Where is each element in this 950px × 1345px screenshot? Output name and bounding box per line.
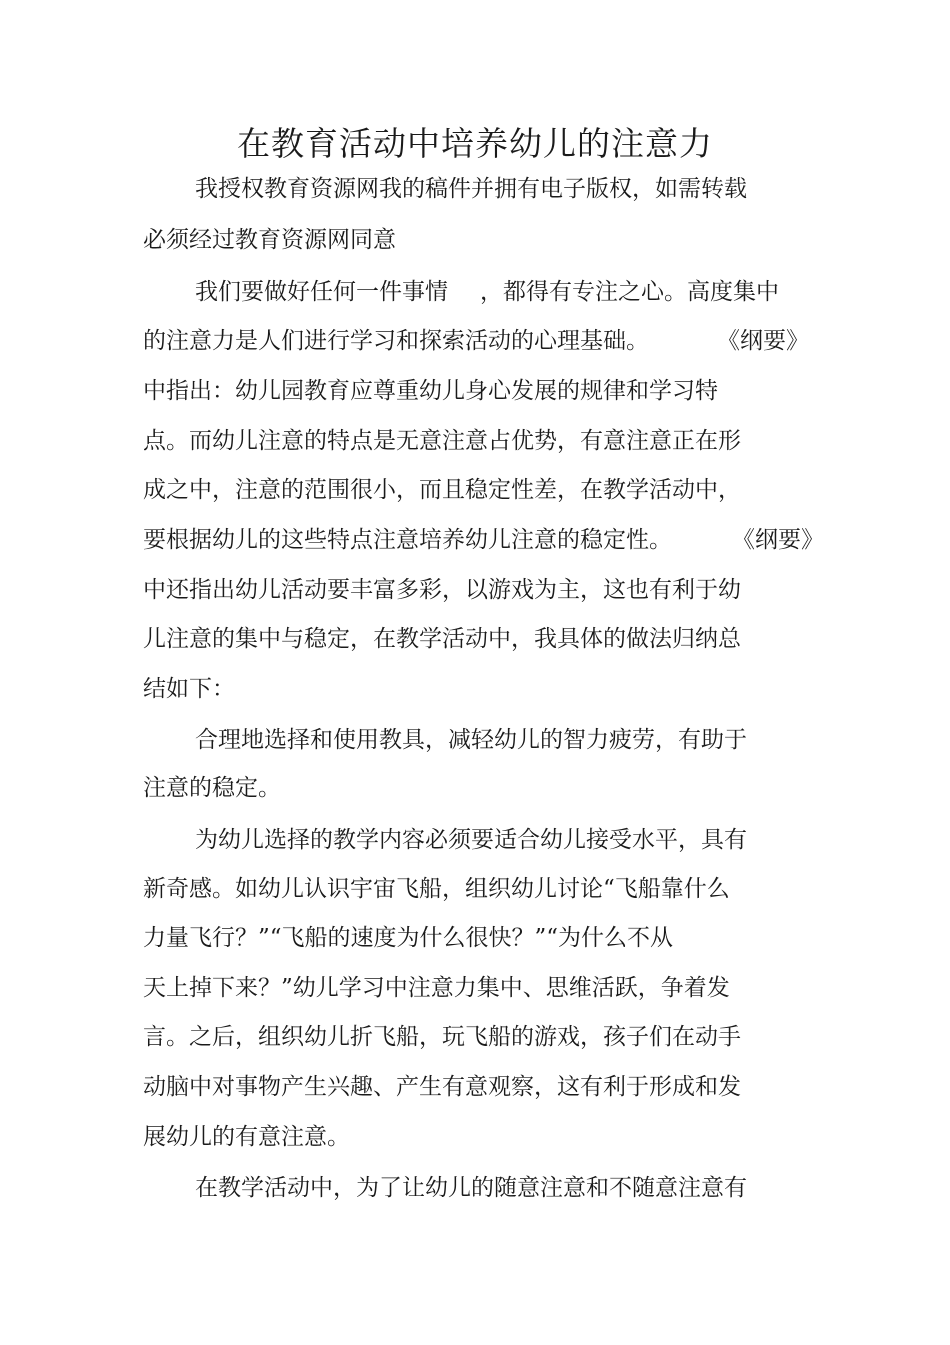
text-segment: ，都得有专注之心。高度集中 bbox=[480, 279, 779, 305]
paragraph-line bbox=[143, 523, 824, 557]
paragraph-line: 新奇感。如幼儿认识宇宙飞船，组织幼儿讨论“飞船靠什么 bbox=[143, 876, 730, 902]
paragraph-line: 天上掉下来？”幼儿学习中注意力集中、思维活跃，争着发 bbox=[143, 975, 730, 1001]
paragraph-line: 中还指出幼儿活动要丰富多彩，以游戏为主，这也有利于幼 bbox=[143, 577, 741, 603]
paragraph-line: 结如下： bbox=[143, 676, 235, 702]
paragraph-line: 注意的稳定。 bbox=[143, 775, 281, 801]
paragraph-line: 在教学活动中，为了让幼儿的随意注意和不随意注意有 bbox=[195, 1175, 747, 1201]
paragraph-line bbox=[195, 275, 779, 309]
paragraph-line: 展幼儿的有意注意。 bbox=[143, 1124, 350, 1150]
paragraph-line: 合理地选择和使用教具，减轻幼儿的智力疲劳，有助于 bbox=[195, 727, 747, 753]
paragraph-line: 动脑中对事物产生兴趣、产生有意观察，这有利于形成和发 bbox=[143, 1074, 741, 1100]
paragraph-line: 言。之后，组织幼儿折飞船，玩飞船的游戏，孩子们在动手 bbox=[143, 1024, 741, 1050]
text-segment: 《纲要》 bbox=[717, 328, 809, 354]
text-segment: 我们要做好任何一件事情 bbox=[195, 279, 448, 305]
text-segment: 要根据幼儿的这些特点注意培养幼儿注意的稳定性。 bbox=[143, 527, 672, 553]
paragraph-line: 我授权教育资源网我的稿件并拥有电子版权，如需转载 bbox=[195, 176, 747, 202]
paragraph-line: 儿注意的集中与稳定，在教学活动中，我具体的做法归纳总 bbox=[143, 626, 741, 652]
paragraph-line: 中指出：幼儿园教育应尊重幼儿身心发展的规律和学习特 bbox=[143, 378, 718, 404]
paragraph-line: 必须经过教育资源网同意 bbox=[143, 227, 396, 253]
paragraph-line: 力量飞行？”“飞船的速度为什么很快？”“为什么不从 bbox=[143, 925, 674, 951]
document-title: 在教育活动中培养幼儿的注意力 bbox=[237, 124, 713, 163]
paragraph-line bbox=[143, 324, 809, 358]
paragraph-line: 点。而幼儿注意的特点是无意注意占优势，有意注意正在形 bbox=[143, 428, 741, 454]
paragraph-line: 成之中，注意的范围很小，而且稳定性差，在教学活动中， bbox=[143, 477, 741, 503]
text-segment: 《纲要》 bbox=[732, 527, 824, 553]
paragraph-line: 为幼儿选择的教学内容必须要适合幼儿接受水平，具有 bbox=[195, 827, 747, 853]
text-segment: 的注意力是人们进行学习和探索活动的心理基础。 bbox=[143, 328, 649, 354]
